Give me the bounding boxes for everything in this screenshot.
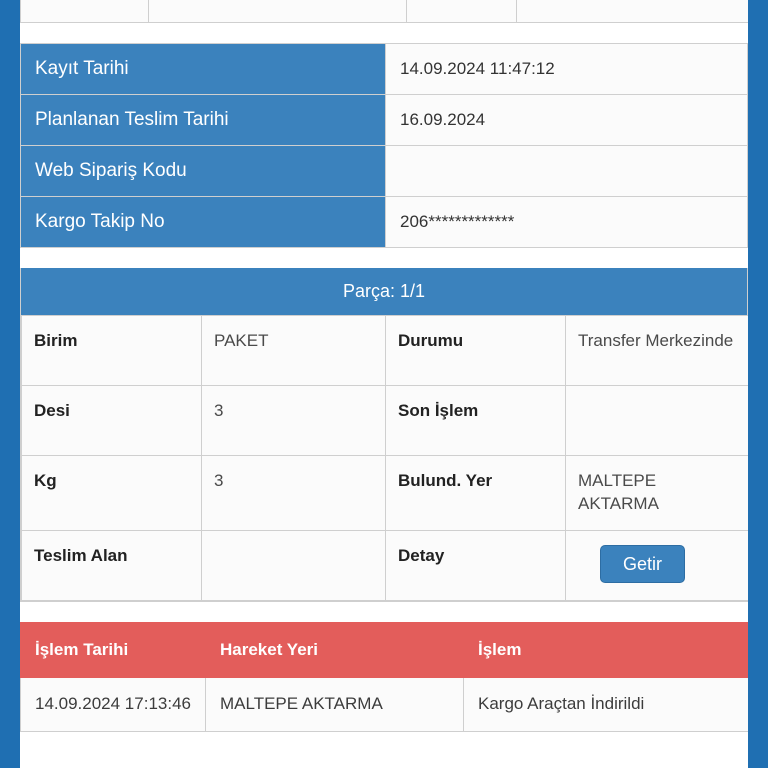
- parca-label-bulund-yer: Bulund. Yer: [386, 456, 566, 531]
- spacer: [20, 248, 748, 268]
- hist-header-islem: İşlem: [464, 622, 749, 677]
- info-value-planlanan-teslim-tarihi: 16.09.2024: [386, 95, 748, 146]
- info-value-kargo-takip-no: 206*************: [386, 197, 748, 248]
- table-row: [21, 197, 748, 248]
- table-row: [21, 146, 748, 197]
- parca-label-son-islem: Son İşlem: [386, 386, 566, 456]
- table-row: [21, 95, 748, 146]
- parca-value-birim: PAKET: [202, 316, 386, 386]
- top-cell-1: [21, 0, 149, 23]
- hist-header-hareket-yeri: Hareket Yeri: [206, 622, 464, 677]
- hist-cell-place: MALTEPE AKTARMA: [206, 677, 464, 731]
- table-row: [22, 456, 750, 531]
- parca-label-teslim-alan: Teslim Alan: [22, 530, 202, 600]
- table-row: [21, 677, 749, 731]
- parca-value-teslim-alan: [202, 530, 386, 600]
- parca-label-desi: Desi: [22, 386, 202, 456]
- parca-value-kg: 3: [202, 456, 386, 531]
- parca-label-kg: Kg: [22, 456, 202, 531]
- top-partial-table: [20, 0, 749, 23]
- table-row: [22, 530, 750, 600]
- info-label-kayit-tarihi: Kayıt Tarihi: [21, 44, 386, 95]
- info-label-web-siparis-kodu: Web Sipariş Kodu: [21, 146, 386, 197]
- parca-value-detay: [566, 530, 750, 600]
- hist-cell-date: 14.09.2024 17:13:46: [21, 677, 206, 731]
- info-value-kayit-tarihi: 14.09.2024 11:47:12: [386, 44, 748, 95]
- shipment-info-table: [20, 43, 748, 248]
- table-row: [22, 386, 750, 456]
- movement-history-table: [20, 622, 749, 732]
- table-row: [22, 316, 750, 386]
- info-label-planlanan-teslim-tarihi: Planlanan Teslim Tarihi: [21, 95, 386, 146]
- parca-panel-title: Parça: 1/1: [21, 268, 747, 315]
- content-container: [20, 0, 748, 732]
- getir-button[interactable]: Getir: [600, 545, 685, 583]
- parca-value-bulund-yer: MALTEPE AKTARMA: [566, 456, 750, 531]
- top-cell-4: [517, 0, 749, 23]
- parca-detail-table: [21, 315, 750, 601]
- parca-value-son-islem: [566, 386, 750, 456]
- hist-header-islem-tarihi: İşlem Tarihi: [21, 622, 206, 677]
- parca-label-durumu: Durumu: [386, 316, 566, 386]
- spacer: [20, 23, 748, 43]
- parca-panel: [20, 268, 748, 602]
- parca-value-desi: 3: [202, 386, 386, 456]
- info-label-kargo-takip-no: Kargo Takip No: [21, 197, 386, 248]
- parca-value-durumu: Transfer Merkezinde: [566, 316, 750, 386]
- parca-label-detay: Detay: [386, 530, 566, 600]
- top-cell-2: [149, 0, 407, 23]
- spacer: [20, 602, 748, 622]
- hist-cell-action: Kargo Araçtan İndirildi: [464, 677, 749, 731]
- table-row: [21, 44, 748, 95]
- top-cell-3: [407, 0, 517, 23]
- info-value-web-siparis-kodu: [386, 146, 748, 197]
- table-header-row: [21, 622, 749, 677]
- table-row: [21, 0, 749, 23]
- parca-label-birim: Birim: [22, 316, 202, 386]
